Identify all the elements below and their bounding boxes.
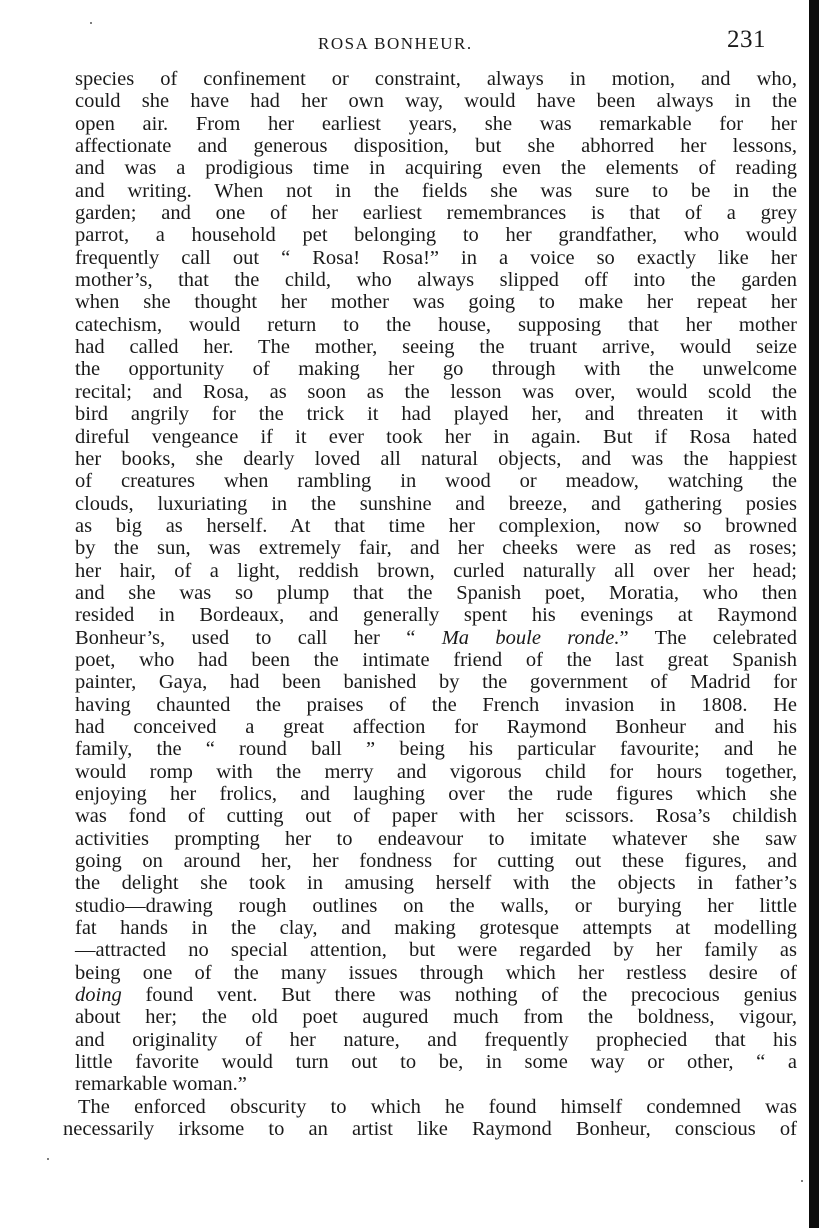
text-line: had conceived a great affection for Raymond Bonheur and his: [75, 715, 797, 738]
text-line: could she have had her own way, would have been always in the: [75, 90, 797, 113]
text-line-with-italic: [75, 984, 797, 1006]
text-line: the opportunity of making her go through with the unwelcome: [75, 358, 797, 381]
text-line: studio—drawing rough outlines on the walls, or burying her little: [75, 894, 797, 917]
scan-speck: [90, 22, 92, 24]
text-line: poet, who had been the intimate friend of the last great Spanish: [75, 648, 797, 671]
page-number: 231: [727, 26, 766, 53]
text-line: painter, Gaya, had been banished by the government of Madrid for: [75, 671, 797, 694]
text-line: species of confinement or constraint, always in motion, and who,: [75, 68, 797, 90]
text-line: activities prompting her to endeavour to imitate whatever she saw: [75, 827, 797, 850]
text-line: being one of the many issues through which her restless desire of: [75, 961, 797, 984]
text-line: her hair, of a light, reddish brown, curled naturally all over her head;: [75, 559, 797, 582]
text-line: remarkable woman.”: [75, 1073, 247, 1096]
scan-edge-shadow: [809, 0, 819, 1228]
text-line: of creatures when rambling in wood or meadow, watching the: [75, 470, 797, 493]
text-line: —attracted no special attention, but were regarded by her family as: [75, 939, 797, 962]
text-line: resided in Bordeaux, and generally spent his evenings at Raymond: [75, 604, 797, 627]
text-line: and she was so plump that the Spanish poet, Moratia, who then: [75, 581, 797, 604]
text-line: enjoying her frolics, and laughing over the rude figures which she: [75, 783, 797, 805]
text-line: about her; the old poet augured much from the boldness, vigour,: [75, 1006, 797, 1029]
scan-speck: [47, 1158, 49, 1160]
text-line: as big as herself. At that time her complexion, now so browned: [75, 514, 797, 537]
paragraph-1: [63, 68, 797, 1096]
running-title: ROSA BONHEUR.: [318, 34, 473, 53]
text-line: recital; and Rosa, as soon as the lesson was over, would scold the: [75, 380, 797, 403]
text-line: the delight she took in amusing herself with the objects in father’s: [75, 872, 797, 895]
text-line: direful vengeance if it ever took her in again. But if Rosa hated: [75, 425, 797, 448]
text-line: bird angrily for the trick it had played her, and threaten it with: [75, 403, 797, 426]
text-line: garden; and one of her earliest remembrances is that of a grey: [75, 202, 797, 225]
text-line: by the sun, was extremely fair, and her cheeks were as red as roses;: [75, 537, 797, 560]
italic-word: doing: [75, 984, 122, 1007]
text-line: going on around her, her fondness for cutting out these figures, and: [75, 850, 797, 873]
text-line: and writing. When not in the fields she was sure to be in the: [75, 179, 797, 202]
body-text: [63, 68, 797, 1141]
text-line: would romp with the merry and vigorous child for hours together,: [75, 760, 797, 783]
paragraph-2: [63, 1096, 797, 1141]
text-line: mother’s, that the child, who always slipped off into the garden: [75, 269, 797, 292]
text-line: when she thought her mother was going to make her repeat her: [75, 291, 797, 314]
text-line: having chaunted the praises of the French invasion in 1808. He: [75, 693, 797, 716]
text-line: was fond of cutting out of paper with her scissors. Rosa’s childish: [75, 805, 797, 828]
text-line: catechism, would return to the house, supposing that her mother: [75, 313, 797, 336]
text-segment: Bonheur’s, used to call her “: [75, 626, 442, 649]
scan-speck: [801, 1180, 803, 1182]
text-segment: ” The celebrated: [619, 626, 798, 649]
text-line: and originality of her nature, and frequently prophecied that his: [75, 1028, 797, 1051]
text-line: had called her. The mother, seeing the truant arrive, would seize: [75, 336, 797, 359]
text-line: little favorite would turn out to be, in some way or other, “ a: [75, 1051, 797, 1074]
text-line: family, the “ round ball ” being his particular favourite; and he: [75, 738, 797, 761]
text-line: frequently call out “ Rosa! Rosa!” in a voice so exactly like her: [75, 246, 797, 269]
text-line: clouds, luxuriating in the sunshine and breeze, and gathering posies: [75, 492, 797, 515]
text-line: open air. From her earliest years, she was remarkable for her: [75, 112, 797, 135]
text-segment: found vent. But there was nothing of the precocious genius: [121, 984, 797, 1007]
text-line: parrot, a household pet belonging to her grandfather, who would: [75, 224, 797, 247]
text-line: The enforced obscurity to which he found himself condemned was: [78, 1095, 797, 1118]
text-line: affectionate and generous disposition, but she abhorred her lessons,: [75, 135, 797, 158]
text-line: fat hands in the clay, and making grotesque attempts at modelling: [75, 917, 797, 940]
text-line-with-italic: [75, 627, 797, 649]
italic-phrase: Ma boule ronde.: [441, 626, 620, 649]
text-line: her books, she dearly loved all natural objects, and was the happiest: [75, 447, 797, 470]
text-line: and was a prodigious time in acquiring even the elements of reading: [75, 157, 797, 180]
text-line: necessarily irksome to an artist like Raymond Bonheur, conscious of: [63, 1118, 797, 1141]
